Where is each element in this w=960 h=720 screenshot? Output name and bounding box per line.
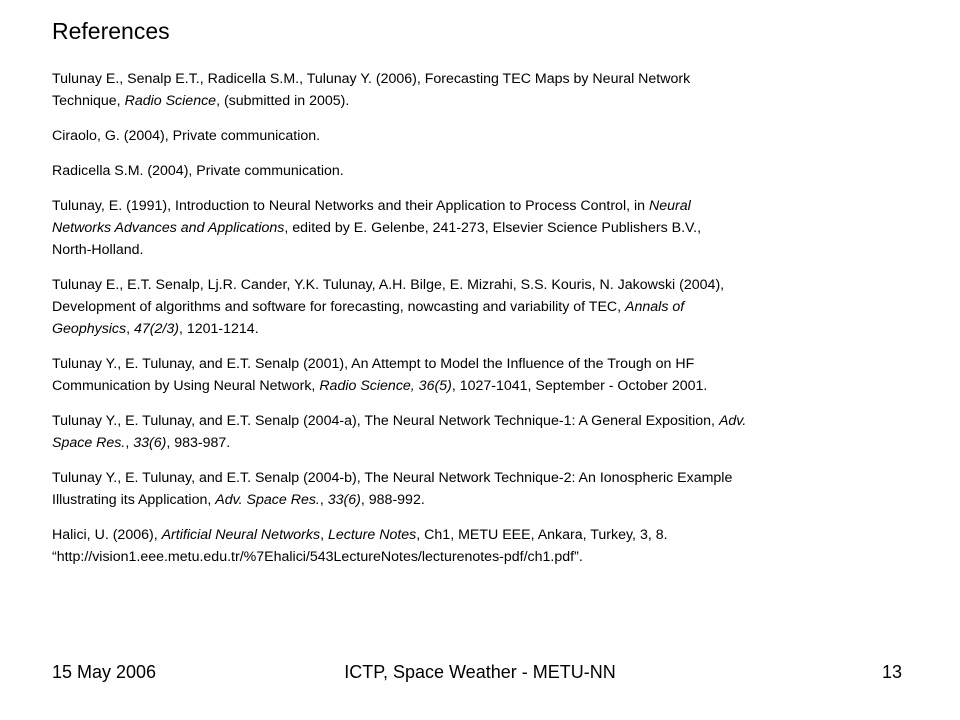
reference-item <box>52 467 912 511</box>
reference-item <box>52 353 912 397</box>
reference-text: Ciraolo, G. (2004), Private communication. <box>52 128 321 144</box>
reference-italic-text: Networks Advances and Applications <box>52 220 285 236</box>
reference-text: , 988-992. <box>360 492 425 508</box>
footer-date: 15 May 2006 <box>52 662 157 682</box>
reference-italic-text: Annals of <box>625 299 685 315</box>
reference-italic-text: Lecture Notes <box>327 527 417 543</box>
reference-line <box>52 432 912 454</box>
reference-line <box>52 160 912 182</box>
reference-italic-text: 33(6) <box>133 435 167 451</box>
reference-item <box>52 125 912 147</box>
reference-text: , edited by E. Gelenbe, 241-273, Elsevier Science Publishers B.V., <box>284 220 702 236</box>
reference-line <box>52 489 912 511</box>
reference-line <box>52 318 912 340</box>
reference-italic-text: Space Res. <box>52 435 126 451</box>
reference-line <box>52 467 912 489</box>
reference-italic-text: Radio Science <box>124 93 217 109</box>
reference-text: , <box>319 492 328 508</box>
reference-italic-text: Radio Science, 36(5) <box>319 378 452 394</box>
reference-line <box>52 353 912 375</box>
reference-item <box>52 274 912 340</box>
reference-text: Halici, U. (2006), <box>52 527 162 543</box>
reference-italic-text: Geophysics <box>52 321 127 337</box>
reference-text: Radicella S.M. (2004), Private communication. <box>52 163 344 179</box>
reference-italic-text: Adv. Space Res. <box>215 492 320 508</box>
reference-text: Illustrating its Application, <box>52 492 216 508</box>
reference-text: Development of algorithms and software for forecasting, nowcasting and variability of TEC, <box>52 299 626 315</box>
reference-item <box>52 410 912 454</box>
reference-item <box>52 68 912 112</box>
reference-text: Tulunay Y., E. Tulunay, and E.T. Senalp (2001), An Attempt to Model the Influence of the Trough on HF <box>52 356 695 372</box>
reference-italic-text: 47(2/3) <box>134 321 179 337</box>
reference-text: , (submitted in 2005). <box>216 93 350 109</box>
reference-text: North-Holland. <box>52 242 144 258</box>
reference-text: “http://vision1.eee.metu.edu.tr/%7Ehalici/543LectureNotes/lecturenotes-pdf/ch1.pdf”. <box>52 549 583 565</box>
reference-text: , <box>320 527 328 543</box>
reference-text: , 1027-1041, September - October 2001. <box>451 378 708 394</box>
reference-line <box>52 274 912 296</box>
page-number: 13 <box>881 662 902 682</box>
reference-italic-text: 33(6) <box>327 492 361 508</box>
reference-line <box>52 410 912 432</box>
reference-line <box>52 217 912 239</box>
reference-line <box>52 296 912 318</box>
reference-line <box>52 546 912 568</box>
reference-item <box>52 195 912 261</box>
reference-text: , 983-987. <box>166 435 231 451</box>
reference-italic-text: Adv. <box>718 413 747 429</box>
reference-text: Tulunay E., Senalp E.T., Radicella S.M., Tulunay Y. (2006), Forecasting TEC Maps by Neural Network <box>52 71 691 87</box>
reference-text: , Ch1, METU EEE, Ankara, Turkey, 3, 8. <box>416 527 668 543</box>
reference-italic-text: Neural <box>648 198 691 214</box>
reference-text: Communication by Using Neural Network, <box>52 378 320 394</box>
slide-title: References <box>52 18 170 44</box>
reference-text: , 1201-1214. <box>178 321 259 337</box>
reference-line <box>52 125 912 147</box>
reference-text: , <box>125 435 134 451</box>
reference-text: Tulunay E., E.T. Senalp, Lj.R. Cander, Y.K. Tulunay, A.H. Bilge, E. Mizrahi, S.S. Kouris, N. Jakowski (2004), <box>52 277 725 293</box>
reference-text: Technique, <box>52 93 125 109</box>
reference-line <box>52 195 912 217</box>
reference-text: Tulunay Y., E. Tulunay, and E.T. Senalp (2004-b), The Neural Network Technique-2: An Ionospheric Example <box>52 470 733 486</box>
reference-item <box>52 160 912 182</box>
reference-line <box>52 524 912 546</box>
reference-text: Tulunay Y., E. Tulunay, and E.T. Senalp (2004-a), The Neural Network Technique-1: A General Exposition, <box>52 413 719 429</box>
reference-text: Tulunay, E. (1991), Introduction to Neural Networks and their Application to Process Control, in <box>52 198 649 214</box>
reference-list <box>52 68 912 581</box>
reference-text: , <box>126 321 135 337</box>
reference-item <box>52 524 912 568</box>
reference-italic-text: Artificial Neural Networks <box>161 527 321 543</box>
reference-line <box>52 239 912 261</box>
reference-line <box>52 375 912 397</box>
reference-line <box>52 90 912 112</box>
reference-line <box>52 68 912 90</box>
footer-title: ICTP, Space Weather - METU-NN <box>344 662 616 682</box>
